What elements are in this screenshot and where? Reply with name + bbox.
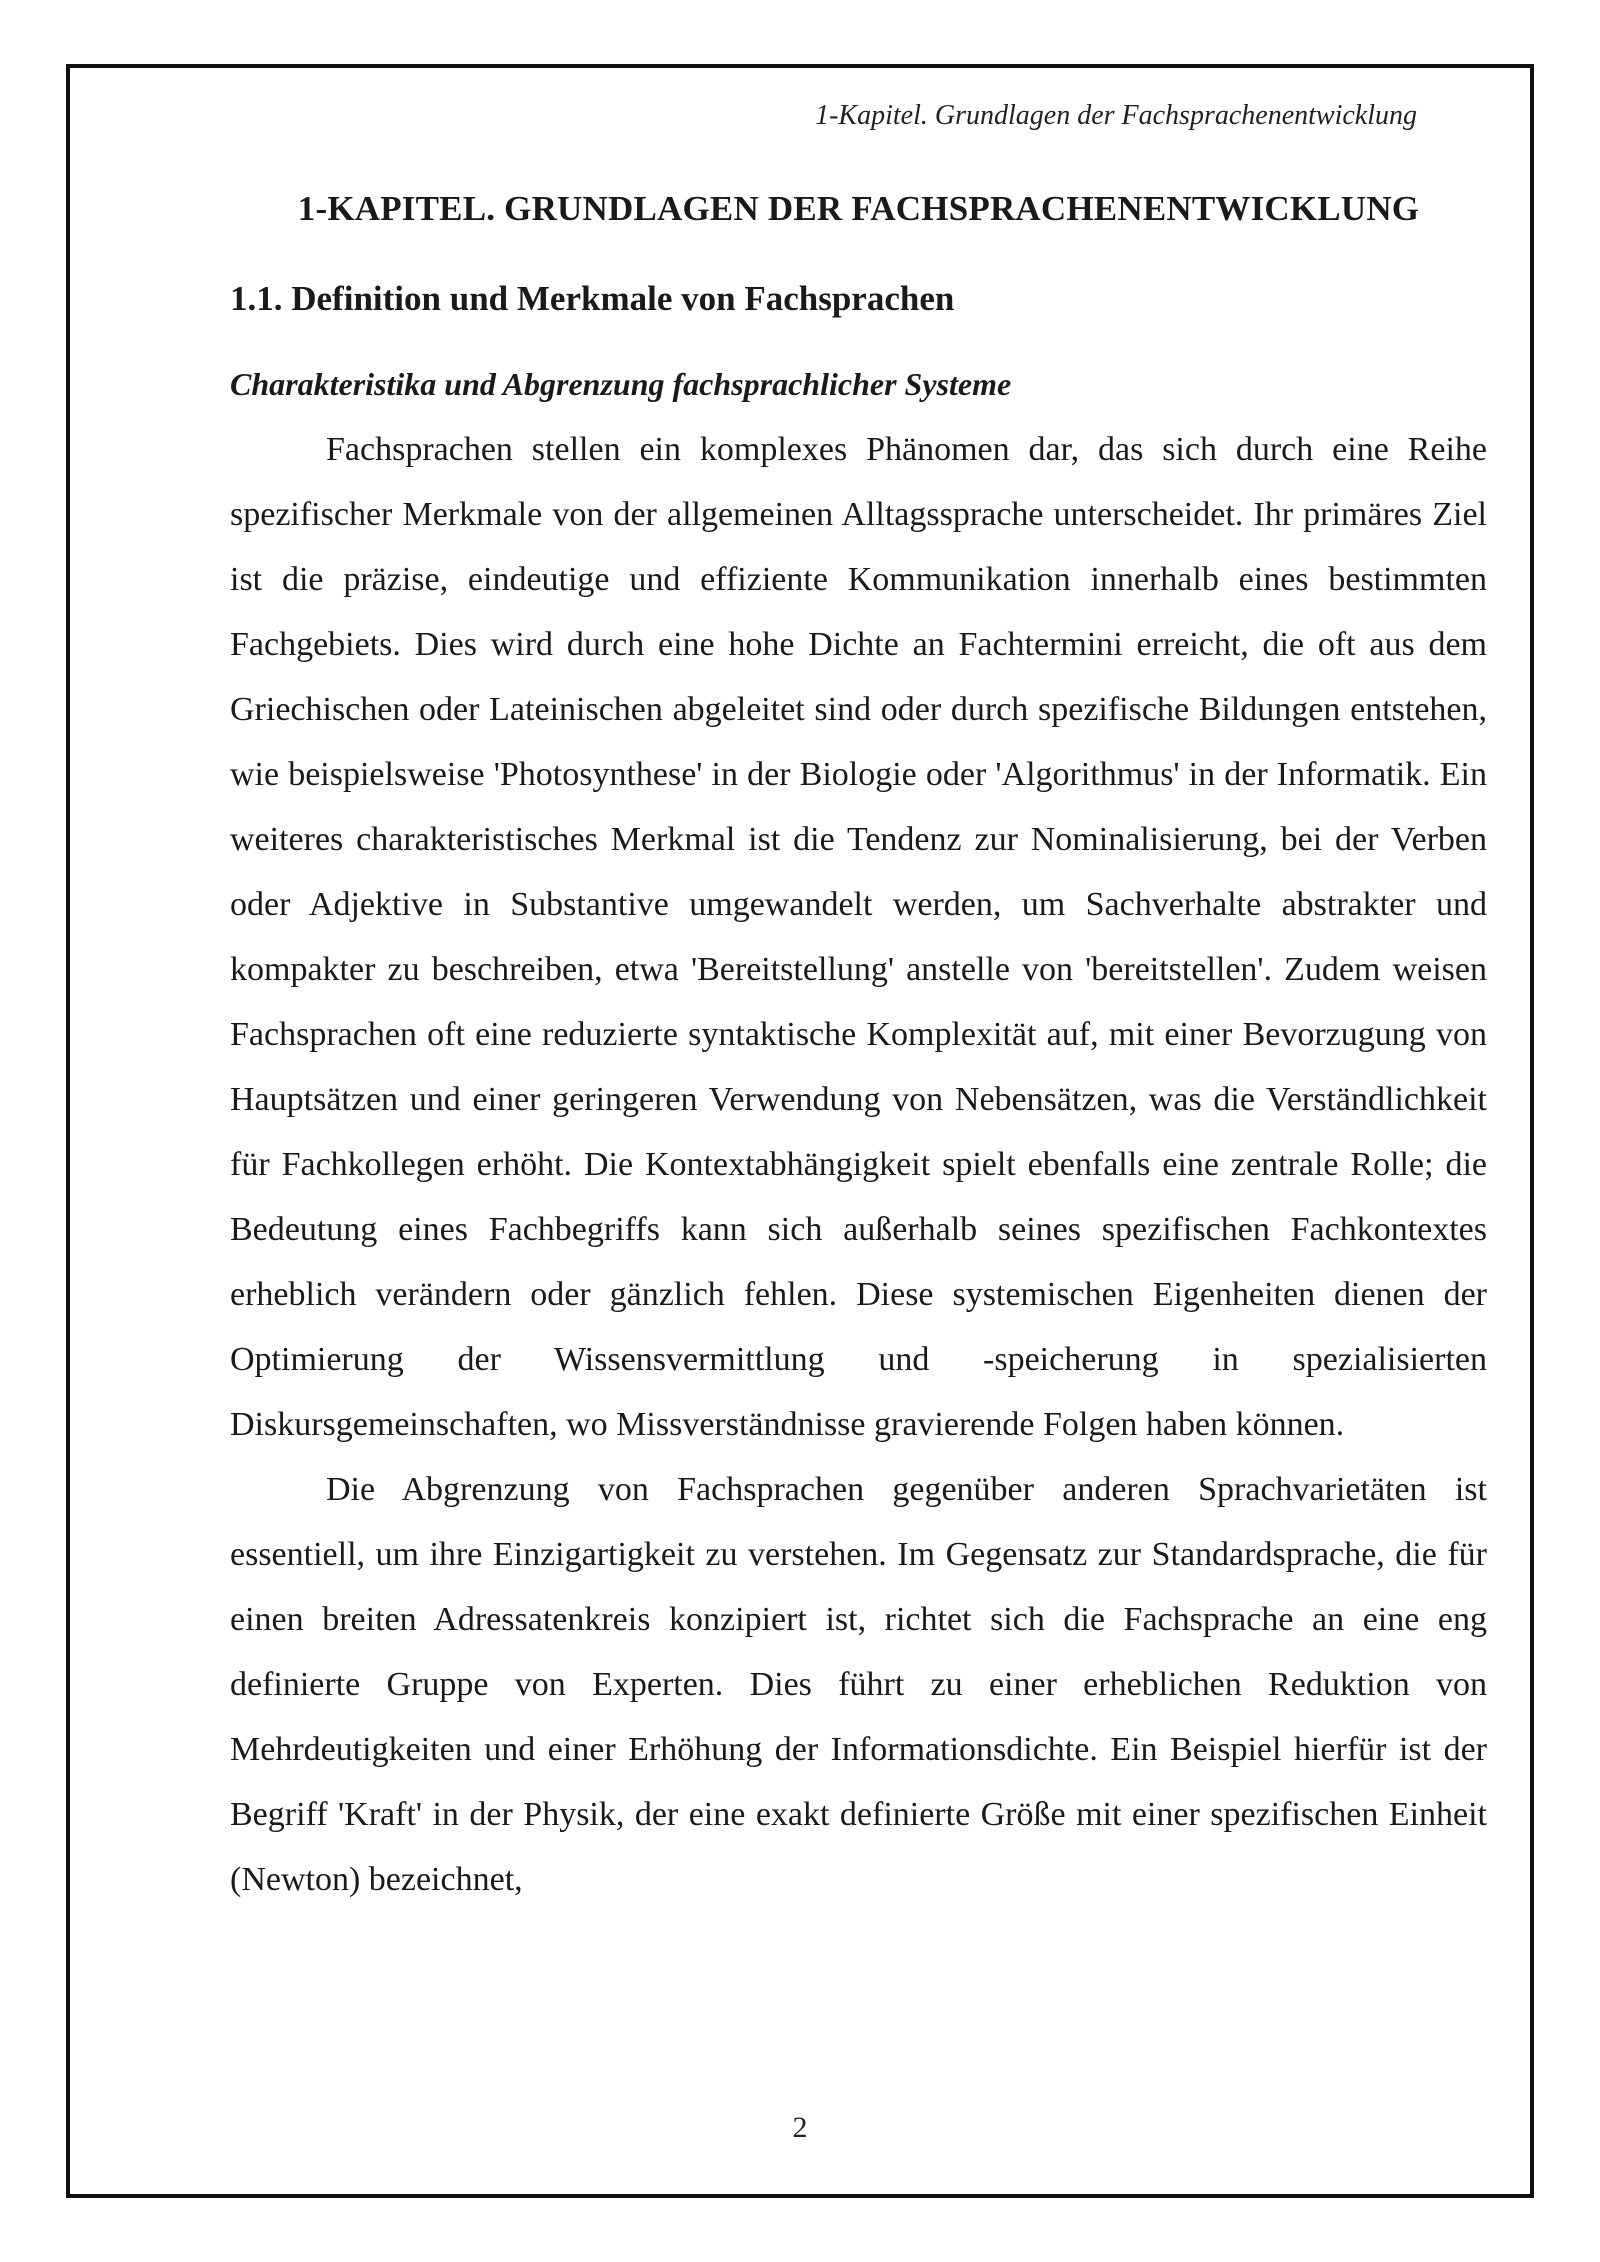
- running-header: 1-Kapitel. Grundlagen der Fachsprachenentwicklung: [815, 100, 1417, 131]
- paragraph: Fachsprachen stellen ein komplexes Phänomen dar, das sich durch eine Reihe spezifischer Merkmale von der allgemeinen Alltagssprache unterscheidet. Ihr primäres Ziel ist die präzise, eindeutige und effiziente Kommunikation innerhalb eines bestimmten Fachgebiets. Dies wird durch eine hohe Dichte an Fachtermini erreicht, die oft aus dem Griechischen oder Lateinischen abgeleitet sind oder durch spezifische Bildungen entstehen, wie beispielsweise 'Photosynthese' in der Biologie oder 'Algorithmus' in der Informatik. Ein weiteres charakteristisches Merkmal ist die Tendenz zur Nominalisierung, bei der Verben oder Adjektive in Substantive umgewandelt werden, um Sachverhalte abstrakter und kompakter zu beschreiben, etwa 'Bereitstellung' anstelle von 'bereitstellen'. Zudem weisen Fachsprachen oft eine reduzierte syntaktische Komplexität auf, mit einer Bevorzugung von Hauptsätzen und einer geringeren Verwendung von Nebensätzen, was die Verständlichkeit für Fachkollegen erhöht. Die Kontextabhängigkeit spielt ebenfalls eine zentrale Rolle; die Bedeutung eines Fachbegriffs kann sich außerhalb seines spezifischen Fachkontextes erheblich verändern oder gänzlich fehlen. Diese systemischen Eigenheiten dienen der Optimierung der Wissensvermittlung und -speicherung in spezialisierten Diskursgemeinschaften, wo Missverständnisse gravierende Folgen haben können.: [230, 431, 1487, 1444]
- body-text: [230, 417, 1487, 1912]
- page-content: [230, 188, 1487, 1912]
- subsection-title: Charakteristika und Abgrenzung fachsprachlicher Systeme: [230, 366, 1012, 402]
- page-number: 2: [792, 2111, 808, 2144]
- section-title: 1.1. Definition und Merkmale von Fachsprachen: [230, 279, 955, 318]
- chapter-title: 1-KAPITEL. GRUNDLAGEN DER FACHSPRACHENENTWICKLUNG: [297, 189, 1420, 228]
- page-frame: [66, 64, 1534, 2198]
- paragraph: Die Abgrenzung von Fachsprachen gegenüber anderen Sprachvarietäten ist essentiell, um ihre Einzigartigkeit zu verstehen. Im Gegensatz zur Standardsprache, die für einen breiten Adressatenkreis konzipiert ist, richtet sich die Fachsprache an eine eng definierte Gruppe von Experten. Dies führt zu einer erheblichen Reduktion von Mehrdeutigkeiten und einer Erhöhung der Informationsdichte. Ein Beispiel hierfür ist der Begriff 'Kraft' in der Physik, der eine exakt definierte Größe mit einer spezifischen Einheit (Newton) bezeichnet,: [230, 1471, 1487, 1899]
